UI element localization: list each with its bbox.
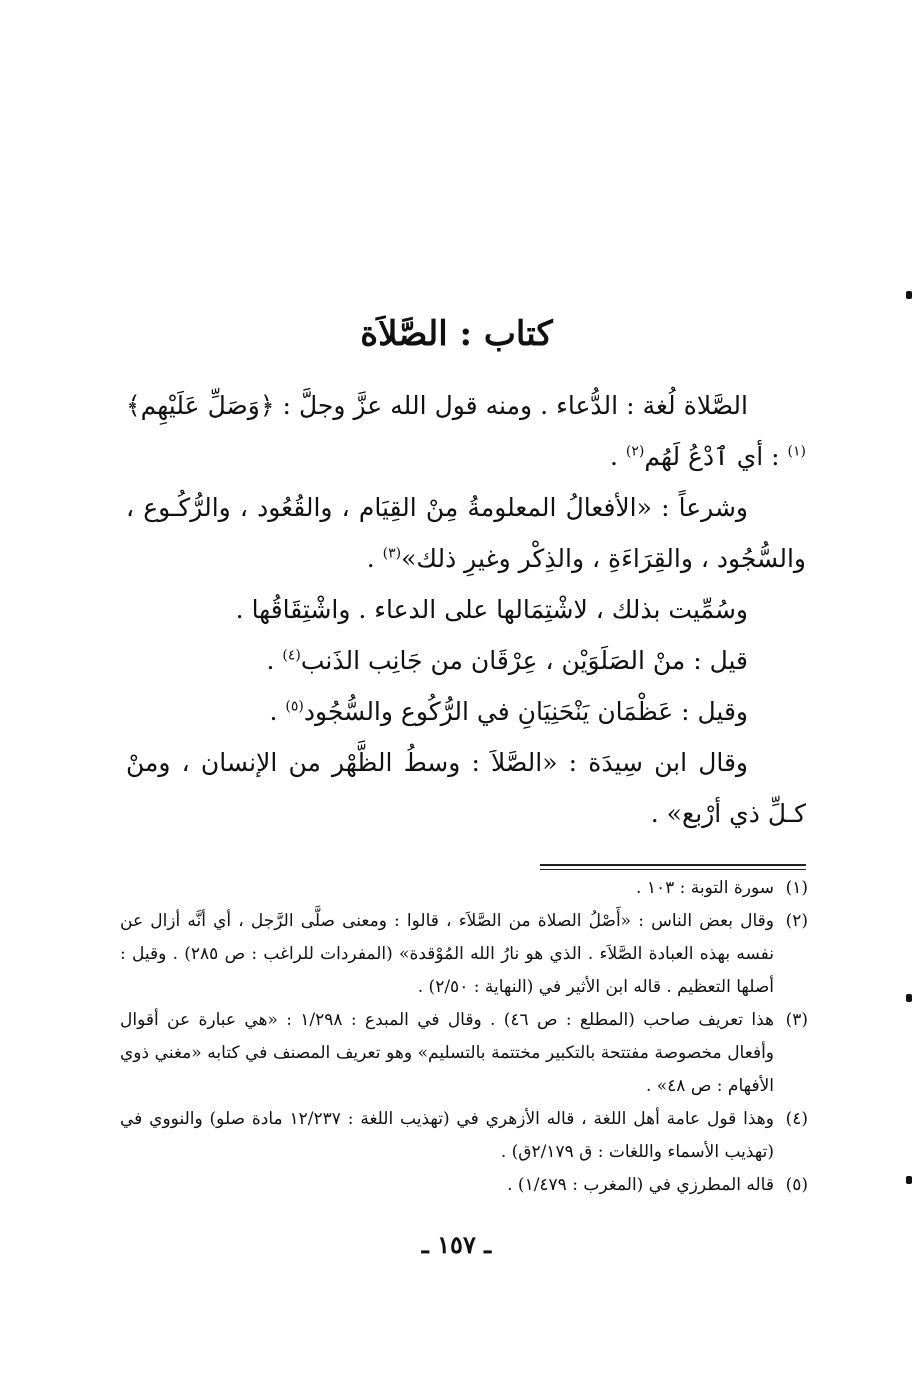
footnote-text: هذا تعريف صاحب (المطلع : ص ٤٦) . وقال في المبدع : ١/٢٩٨ : «هي عبارة عن أقوال وأفعال مخصوصة مفتتحة بالتكبير مختتمة بالتسليم» وهو تعريف المصنف في كتابه «مغني ذوي الأفهام : ص ٤٨» . [120, 1010, 774, 1096]
footnote-ref: (٥) [285, 698, 304, 715]
footnote-text: قاله المطرزي في (المغرب : ١/٤٧٩) . [507, 1175, 774, 1195]
footnote-number: (٢) [785, 911, 808, 931]
paragraph-definition-sharia [126, 482, 806, 584]
footnote-ref: (٤) [282, 647, 301, 664]
footnote-text: وقال بعض الناس : «أَصْلُ الصلاة من الصَّلاَء ، قالوا : ومعنى صلَّى الرَّجل ، أي أنَّه أزال عن نفسه بهذه العبادة الصَّلاَء . الذي هو نارُ الله المُوْقدة» (المفردات للراغب : ص ٢٨٥) . وقيل : أصلها التعظيم . قاله ابن الأثير في (النهاية : ٢/٥٠) . [120, 911, 774, 997]
paragraph-text: . [609, 442, 626, 471]
footnote-number: (٣) [785, 1010, 808, 1030]
footnote-4 [120, 1103, 808, 1169]
paragraph-text: : أي ٱدْعُ لَهُم [644, 442, 788, 471]
paragraph-definition-language [126, 380, 806, 482]
footnote-ref: (١) [787, 443, 806, 460]
paragraph-derivation-2 [126, 686, 806, 737]
paragraph-derivation-1 [126, 635, 806, 686]
footnote-separator-thin [540, 869, 806, 870]
main-text [126, 380, 806, 839]
footnote-ref: (٢) [625, 443, 645, 460]
paragraph-text: وسُمِّيت بذلك ، لاشْتِمَالها على الدعاء . واشْتِقَاقُها . [235, 595, 748, 624]
paragraph-text: . [269, 697, 286, 726]
paragraph-text: وقيل : عَظْمَان يَنْحَنِيَانِ في الرُّكُوع والسُّجُود [303, 697, 748, 726]
footnote-text: وهذا قول عامة أهل اللغة ، قاله الأزهري في (تهذيب اللغة : ١٢/٢٣٧ مادة صلو) والنووي في (تهذيب الأسماء واللغات : ق ٢/١٧٩ق) . [120, 1109, 774, 1162]
paragraph-text: وقال ابن سِيدَة : «الصَّلاَ : وسطُ الظَّهْر من الإنسان ، ومنْ كـلِّ ذي أرْبع» . [126, 748, 806, 828]
paragraph-text: قيل : منْ الصَلَوَيْن ، عِرْقَان من جَانِب الذَنب [300, 646, 748, 675]
footnote-1 [120, 872, 808, 905]
footnotes [120, 872, 808, 1202]
paragraph-text: الصَّلاة لُغة : الدُّعاء . ومنه قول الله عزَّ وجلَّ : ﴿وَصَلِّ عَلَيْهِم﴾ [126, 391, 748, 420]
paragraph-text: . [366, 544, 383, 573]
footnote-number: (٤) [785, 1109, 808, 1129]
footnote-2 [120, 905, 808, 1004]
chapter-title: كتاب : الصَّلاَة [360, 314, 553, 354]
scan-mark [906, 994, 912, 1002]
paragraph-ibn-sida [126, 737, 806, 839]
paragraph-text: . [266, 646, 283, 675]
footnote-number: (٥) [785, 1175, 808, 1195]
footnote-number: (١) [785, 878, 808, 898]
footnote-3 [120, 1004, 808, 1103]
footnote-ref: (٣) [382, 545, 402, 562]
paragraph-text: وشرعاً : «الأفعالُ المعلومةُ مِنْ القِيَام ، والقُعُود ، والرُّكُـوع ، والسُّجُود ، والقِرَاءَةِ ، والذِكْر وغيرِ ذلك» [126, 493, 806, 573]
footnote-5 [120, 1169, 808, 1202]
footnote-separator [540, 864, 806, 866]
scan-mark [906, 1176, 912, 1184]
paragraph-naming [126, 584, 806, 635]
footnote-text: سورة التوبة : ١٠٣ . [636, 878, 774, 898]
scan-mark [906, 291, 912, 299]
page-number: ـ ١٥٧ ـ [421, 1230, 492, 1259]
